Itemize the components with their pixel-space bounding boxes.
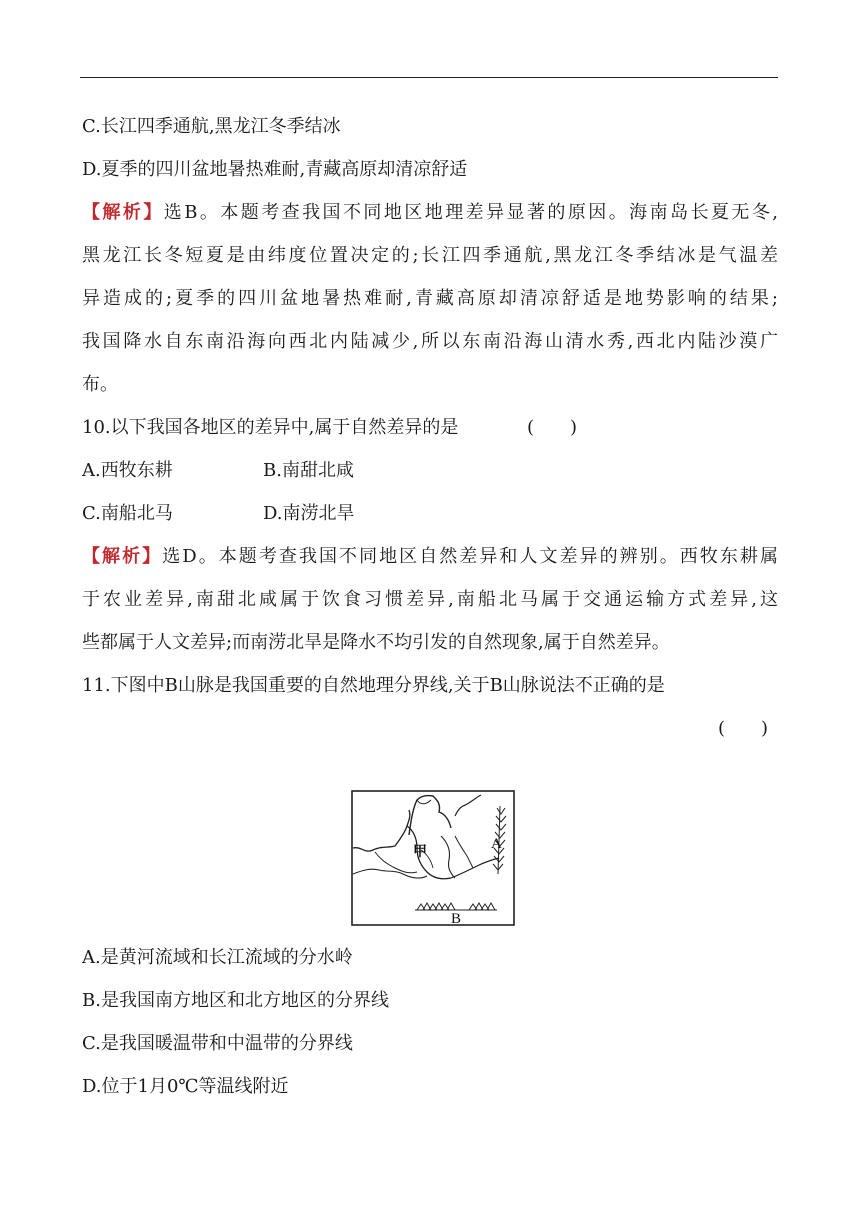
analysis9-line-3: 异造成的;夏季的四川盆地暑热难耐,青藏高原却清凉舒适是地势影响的结果;	[82, 288, 778, 309]
analysis9-line-2: 黑龙江长冬短夏是由纬度位置决定的;长江四季通航,黑龙江冬季结冰是气温差	[82, 245, 778, 266]
option-b: B.南甜北咸	[263, 460, 354, 481]
analysis-tag: 【解析】	[82, 546, 163, 567]
analysis9-line-1: 【解析】选B。本题考查我国不同地区地理差异显著的原因。海南岛长夏无冬,	[82, 202, 779, 223]
option-d: D.南涝北旱	[263, 503, 355, 524]
q11-option-a: A.是黄河流域和长江流域的分水岭	[82, 947, 353, 968]
option-a: A.西牧东耕	[82, 460, 173, 481]
analysis10-line-2: 于农业差异,南甜北咸属于饮食习惯差异,南船北马属于交通运输方式差异,这	[82, 589, 778, 610]
question-10-options-cd	[82, 502, 778, 526]
answer-paren: ( )	[527, 417, 578, 438]
option-d-prev: D.夏季的四川盆地暑热难耐,青藏高原却清凉舒适	[82, 159, 468, 180]
analysis9-line-5: 布。	[82, 374, 118, 395]
question-11-stem: 11.下图中B山脉是我国重要的自然地理分界线,关于B山脉说法不正确的是	[82, 675, 665, 696]
q11-option-d: D.位于1月0℃等温线附近	[82, 1076, 289, 1097]
analysis-tag: 【解析】	[82, 202, 164, 223]
map-label-mountain-b: B	[451, 911, 462, 926]
question-10-stem: 10.以下我国各地区的差异中,属于自然差异的是 ( )	[82, 417, 578, 438]
analysis10-line-3: 些都属于人文差异;而南涝北旱是降水不均引发的自然现象,属于自然差异。	[82, 632, 670, 653]
map-label-region: 甲	[413, 845, 427, 860]
map-label-mountain-a: A	[491, 836, 502, 852]
option-c-prev: C.长江四季通航,黑龙江冬季结冰	[82, 116, 341, 137]
header-rule	[80, 77, 778, 78]
answer-paren: ( )	[718, 718, 769, 739]
map-figure	[351, 790, 515, 926]
analysis10-line-1: 【解析】选D。本题考查我国不同地区自然差异和人文差异的辨别。西牧东耕属	[82, 546, 778, 567]
q11-option-c: C.是我国暖温带和中温带的分界线	[82, 1033, 353, 1054]
analysis9-line-4: 我国降水自东南沿海向西北内陆减少,所以东南沿海山清水秀,西北内陆沙漠广	[82, 331, 778, 352]
option-c: C.南船北马	[82, 503, 173, 524]
question-10-options-ab	[82, 459, 778, 483]
q11-option-b: B.是我国南方地区和北方地区的分界线	[82, 990, 389, 1011]
